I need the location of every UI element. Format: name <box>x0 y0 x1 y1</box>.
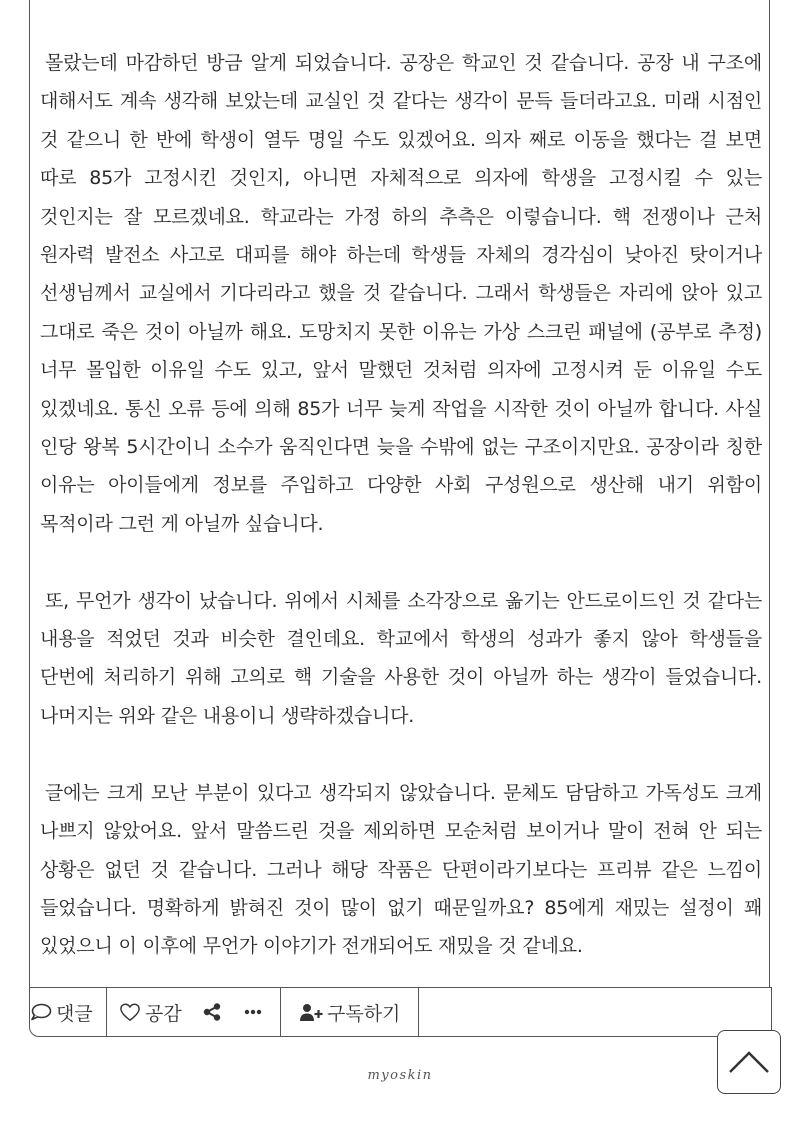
speech-bubble-icon <box>30 1002 52 1022</box>
share-icon[interactable] <box>202 1002 222 1022</box>
comment-label: 댓글 <box>56 1002 93 1025</box>
like-share-group <box>107 988 281 1036</box>
post-paragraph-2: 또, 무언가 생각이 났습니다. 위에서 시체를 소각장으로 옮기는 안드로이드인 것 같다는 내용을 적었던 것과 비슷한 결인데요. 학교에서 학생의 성과가 좋지 않아 학생들을 단번에 처리하기 위해 고의로 핵 기술을 사용한 것이 아닐까 하는 생각이 들었습니다. 나머지는 위와 같은 내용이니 생략하겠습니다. <box>40 589 762 727</box>
post-paragraph-1: 몰랐는데 마감하던 방금 알게 되었습니다. 공장은 학교인 것 같습니다. 공장 내 구조에 대해서도 계속 생각해 보았는데 교실인 것 같다는 생각이 문득 들더라고요. 미래 시점인 것 같으니 한 반에 학생이 열두 명일 수도 있겠어요. 의자 째로 이동을 했다는 걸 보면 따로 85가 고정시킨 것인지, 아니면 자체적으로 의자에 학생을 고정시킬 수 있는 것인지는 잘 모르겠네요. 학교라는 가정 하의 추측은 이렇습니다. 핵 전쟁이나 근처 원자력 발전소 사고로 대피를 해야 하는데 학생들 자체의 경각심이 낮아진 탓이거나 선생님께서 교실에서 기다리라고 했을 것 같습니다. 그래서 학생들은 자리에 앉아 있고 그대로 죽은 것이 아닐까 해요. 도망치지 못한 이유는 가상 스크린 패널에 (공부로 추정) 너무 몰입한 이유일 수도 있고, 앞서 말했던 것처럼 의자에 고정시켜 둔 이유일 수도 있겠네요. 통신 오류 등에 의해 85가 너무 늦게 작업을 시작한 것이 아닐까 합니다. 사실 인당 왕복 5시간이니 소수가 움직인다면 늦을 수밖에 없는 구조이지만요. 공장이라 칭한 이유는 아이들에게 정보를 주입하고 다양한 사회 구성원으로 생산해 내기 위함이 목적이라 그런 게 아닐까 싶습니다. <box>40 52 762 535</box>
skin-credit: myoskin <box>367 1068 433 1083</box>
post-paragraph-3: 글에는 크게 모난 부분이 있다고 생각되지 않았습니다. 문체도 담담하고 가독성도 크게 나쁘지 않았어요. 앞서 말씀드린 것을 제외하면 모순처럼 보이거나 말이 전혀 안 되는 상황은 없던 것 같습니다. 그러나 해당 작품은 단편이라기보다는 프리뷰 같은 느낌이 들었습니다. 명확하게 밝혀진 것이 많이 없기 때문일까요? 85에게 재밌는 설정이 꽤 있었으니 이 이후에 무언가 이야기가 전개되어도 재밌을 것 같네요. <box>40 781 762 958</box>
subscribe-label: 구독하기 <box>327 1002 401 1025</box>
heart-outline-icon[interactable] <box>119 1002 141 1022</box>
ellipsis-icon[interactable] <box>244 1009 262 1015</box>
subscribe-button[interactable] <box>281 988 419 1036</box>
user-plus-icon <box>299 1002 323 1022</box>
post-body <box>40 44 762 966</box>
scroll-to-top-button[interactable] <box>717 1030 781 1094</box>
post-action-bar <box>29 987 772 1037</box>
like-label[interactable]: 공감 <box>145 1002 182 1025</box>
comment-button[interactable] <box>30 988 107 1036</box>
